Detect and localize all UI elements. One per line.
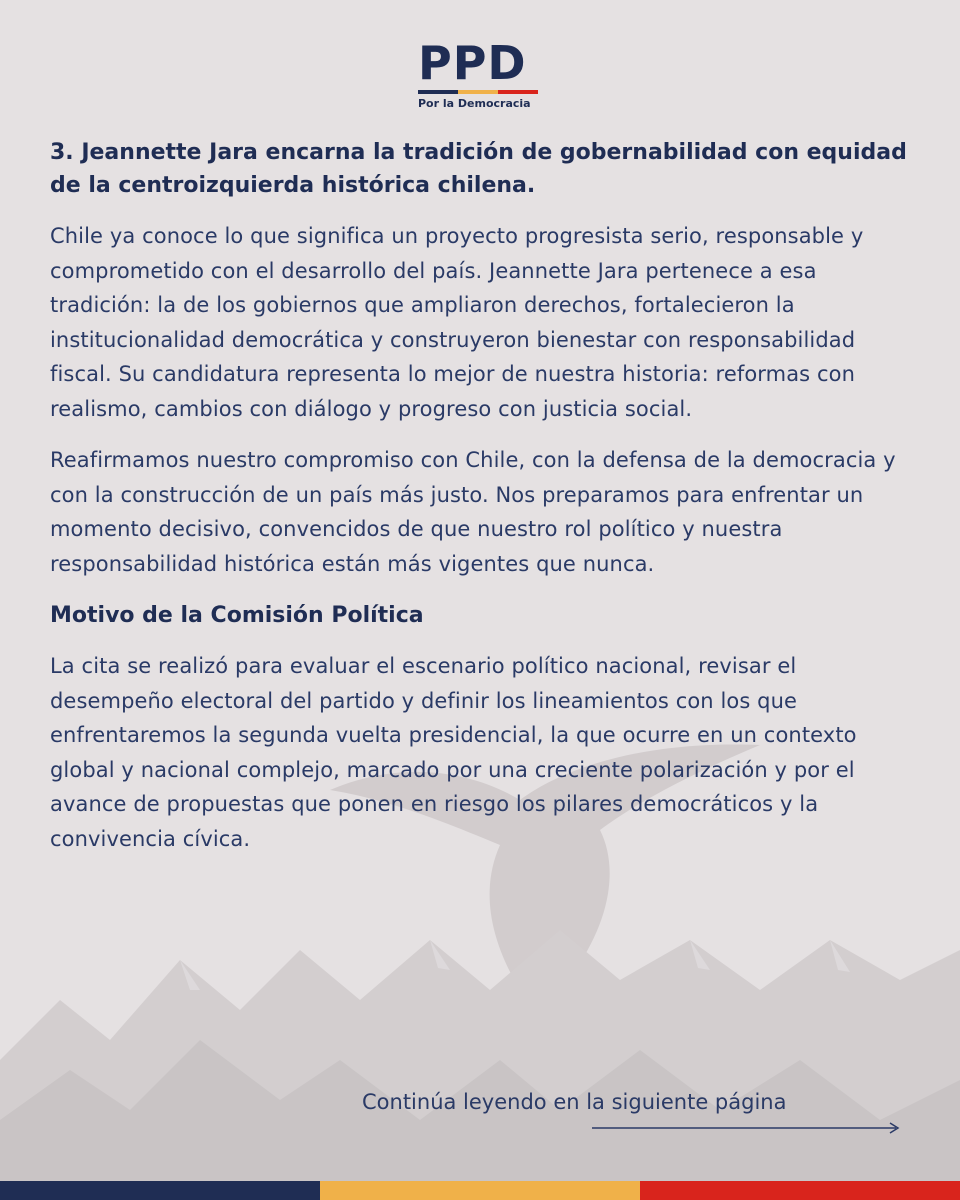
paragraph-3: La cita se realizó para evaluar el escenario político nacional, revisar el desempeño electoral del partido y definir los lineamientos con los que enfrentaremos la segunda vuelta presidencial, la que ocurre en un contexto global y nacional complejo, marcado por una creciente polarización y por el avance de propuestas que ponen en riesgo los pilares democráticos y la convivencia cívica. (50, 654, 857, 851)
arrow-right-icon[interactable] (590, 1120, 902, 1136)
paragraph-2: Reafirmamos nuestro compromiso con Chile, con la defensa de la democracia y con la construcción de un país más justo. Nos preparamos para enfrentar un momento decisivo, convencidos de que nuestro rol político y nuestra responsabilidad histórica están más vigentes que nunca. (50, 448, 896, 576)
logo-tricolor-stripe (418, 90, 538, 94)
footer-bar-red (640, 1181, 960, 1200)
tricolor-footer-bar (0, 1181, 960, 1200)
logo-subtitle: Por la Democracia (418, 97, 531, 110)
ppd-logo (418, 36, 542, 110)
footer-bar-navy (0, 1181, 320, 1200)
paragraph-1: Chile ya conoce lo que significa un proyecto progresista serio, responsable y comprometido con el desarrollo del país. Jeannette Jara pertenece a esa tradición: la de los gobiernos que ampliaron derechos, fortalecieron la institucionalidad democrática y construyeron bienestar con responsabilidad fiscal. Su candidatura representa lo mejor de nuestra historia: reformas con realismo, cambios con diálogo y progreso con justicia social. (50, 224, 864, 421)
logo-mark: PPD (418, 36, 527, 90)
continue-reading-link[interactable]: Continúa leyendo en la siguiente página (362, 1090, 787, 1114)
section-heading: 3. Jeannette Jara encarna la tradición de gobernabilidad con equidad de la centroizquierda histórica chilena. (50, 140, 907, 198)
footer-bar-yellow (320, 1181, 640, 1200)
subheading: Motivo de la Comisión Política (50, 603, 424, 628)
article-body (50, 136, 910, 856)
